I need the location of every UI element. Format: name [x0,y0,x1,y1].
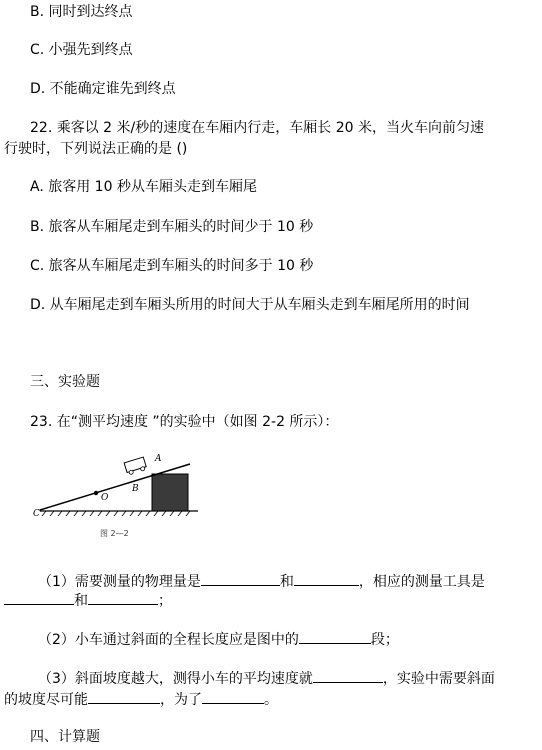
ground-hatching [42,511,190,516]
part-3-line-1 [38,668,495,688]
support-block [152,474,188,511]
incline-diagram [30,452,200,544]
section-heading-experiment: 三、实验题 [30,374,100,390]
part-3-purpose: ，为了 [160,692,202,708]
option-b: B. 同时到达终点 [30,4,133,20]
label-b: B [132,484,139,494]
option-c: C. 旅客从车厢尾走到车厢头的时间多于 10 秒 [30,258,314,274]
option-a: A. 旅客用 10 秒从车厢头走到车厢尾 [30,179,257,195]
part-3-prefix: （3）斜面坡度越大，测得小车的平均速度就 [38,671,313,687]
figure-caption: 图 2—2 [100,529,129,538]
part-1-line-2 [4,590,172,610]
cart [124,457,147,475]
question-23-part-2 [38,629,399,649]
label-a: A [155,454,162,464]
answer-blank-8[interactable] [202,689,264,704]
section-heading-calculation: 四、计算题 [30,729,100,745]
point-o [94,491,98,495]
answer-blank-4[interactable] [88,590,158,605]
label-c: C [33,509,40,519]
part-2-prefix: （2）小车通过斜面的全程长度应是图中的 [38,632,299,648]
option-d: D. 不能确定谁先到终点 [30,81,176,97]
answer-blank-2[interactable] [294,571,359,586]
part-1-prefix: （1）需要测量的物理量是 [38,574,201,590]
answer-blank-1[interactable] [201,571,280,586]
answer-blank-3[interactable] [4,590,74,605]
question-23-stem: 23. 在“测平均速度 ”的实验中（如图 2-2 所示）： [30,414,339,430]
option-d: D. 从车厢尾走到车厢头所用的时间大于从车厢头走到车厢尾所用的时间 [30,297,470,313]
answer-blank-5[interactable] [299,629,371,644]
question-22-stem-line1: 22. 乘客以 2 米/秒的速度在车厢内行走，车厢长 20 米，当火车向前匀速 [30,120,484,136]
part-1-and: 和 [279,574,294,590]
part-2-end: 段； [370,632,399,648]
part-3-end: 。 [264,692,278,708]
option-c: C. 小强先到终点 [30,42,133,58]
incline-svg [30,452,200,544]
option-b: B. 旅客从车厢尾走到车厢头的时间少于 10 秒 [30,219,314,235]
part-1-tools-text: ，相应的测量工具是 [358,574,485,590]
part-3-line-2 [4,689,278,709]
part-3-line2-prefix: 的坡度尽可能 [4,692,88,708]
answer-blank-6[interactable] [313,668,383,683]
label-o: O [101,493,109,503]
part-3-mid: ，实验中需要斜面 [382,671,495,687]
part-1-line-1 [38,571,485,591]
answer-blank-7[interactable] [88,689,160,704]
part-1-and-2: 和 [74,593,88,609]
part-1-end: ； [158,593,172,609]
question-22-stem-line2: 行驶时，下列说法正确的是 () [4,141,188,157]
